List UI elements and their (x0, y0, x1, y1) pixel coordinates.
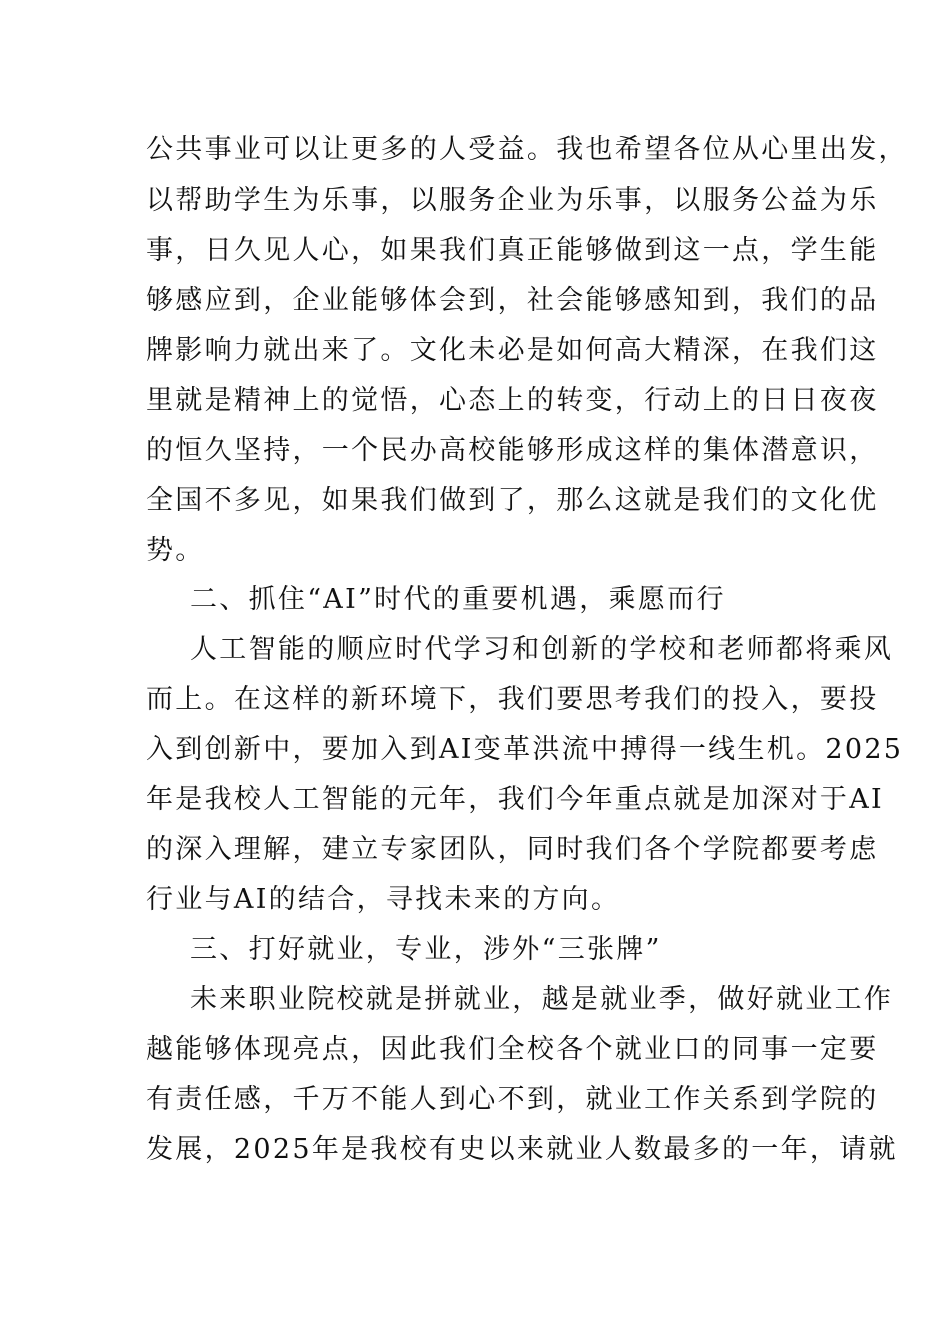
paragraph-line: 以帮助学生为乐事，以服务企业为乐事，以服务公益为乐 (146, 185, 879, 216)
paragraph-line: 够感应到，企业能够体会到，社会能够感知到，我们的品 (146, 285, 879, 316)
paragraph-line: 里就是精神上的觉悟，心态上的转变，行动上的日日夜夜 (146, 385, 879, 416)
paragraph-line: 行业与AI的结合，寻找未来的方向。 (146, 884, 621, 915)
paragraph-line: 事，日久见人心，如果我们真正能够做到这一点，学生能 (146, 235, 879, 266)
paragraph-line: 未来职业院校就是拼就业，越是就业季，做好就业工作 (190, 984, 894, 1015)
paragraph-line: 牌影响力就出来了。文化未必是如何高大精深，在我们这 (146, 335, 879, 366)
paragraph-line: 入到创新中，要加入到AI变革洪流中搏得一线生机。2025 (146, 734, 904, 765)
paragraph-line: 越能够体现亮点，因此我们全校各个就业口的同事一定要 (146, 1034, 879, 1065)
section-heading-3: 三、打好就业，专业，涉外“三张牌” (190, 934, 662, 965)
paragraph-line: 公共事业可以让更多的人受益。我也希望各位从心里出发， (146, 134, 908, 165)
paragraph-line: 全国不多见，如果我们做到了，那么这就是我们的文化优 (146, 485, 879, 516)
paragraph-line: 势。 (146, 535, 205, 566)
paragraph-line: 有责任感，千万不能人到心不到，就业工作关系到学院的 (146, 1084, 879, 1115)
paragraph-line: 的深入理解，建立专家团队，同时我们各个学院都要考虑 (146, 834, 879, 865)
paragraph-line: 年是我校人工智能的元年，我们今年重点就是加深对于AI (146, 784, 884, 815)
paragraph-line: 人工智能的顺应时代学习和创新的学校和老师都将乘风 (190, 634, 894, 665)
section-heading-2: 二、抓住“AI”时代的重要机遇，乘愿而行 (190, 584, 726, 615)
paragraph-line: 而上。在这样的新环境下，我们要思考我们的投入，要投 (146, 684, 879, 715)
paragraph-line: 的恒久坚持，一个民办高校能够形成这样的集体潜意识， (146, 435, 879, 466)
paragraph-line: 发展，2025年是我校有史以来就业人数最多的一年，请就 (146, 1134, 898, 1165)
